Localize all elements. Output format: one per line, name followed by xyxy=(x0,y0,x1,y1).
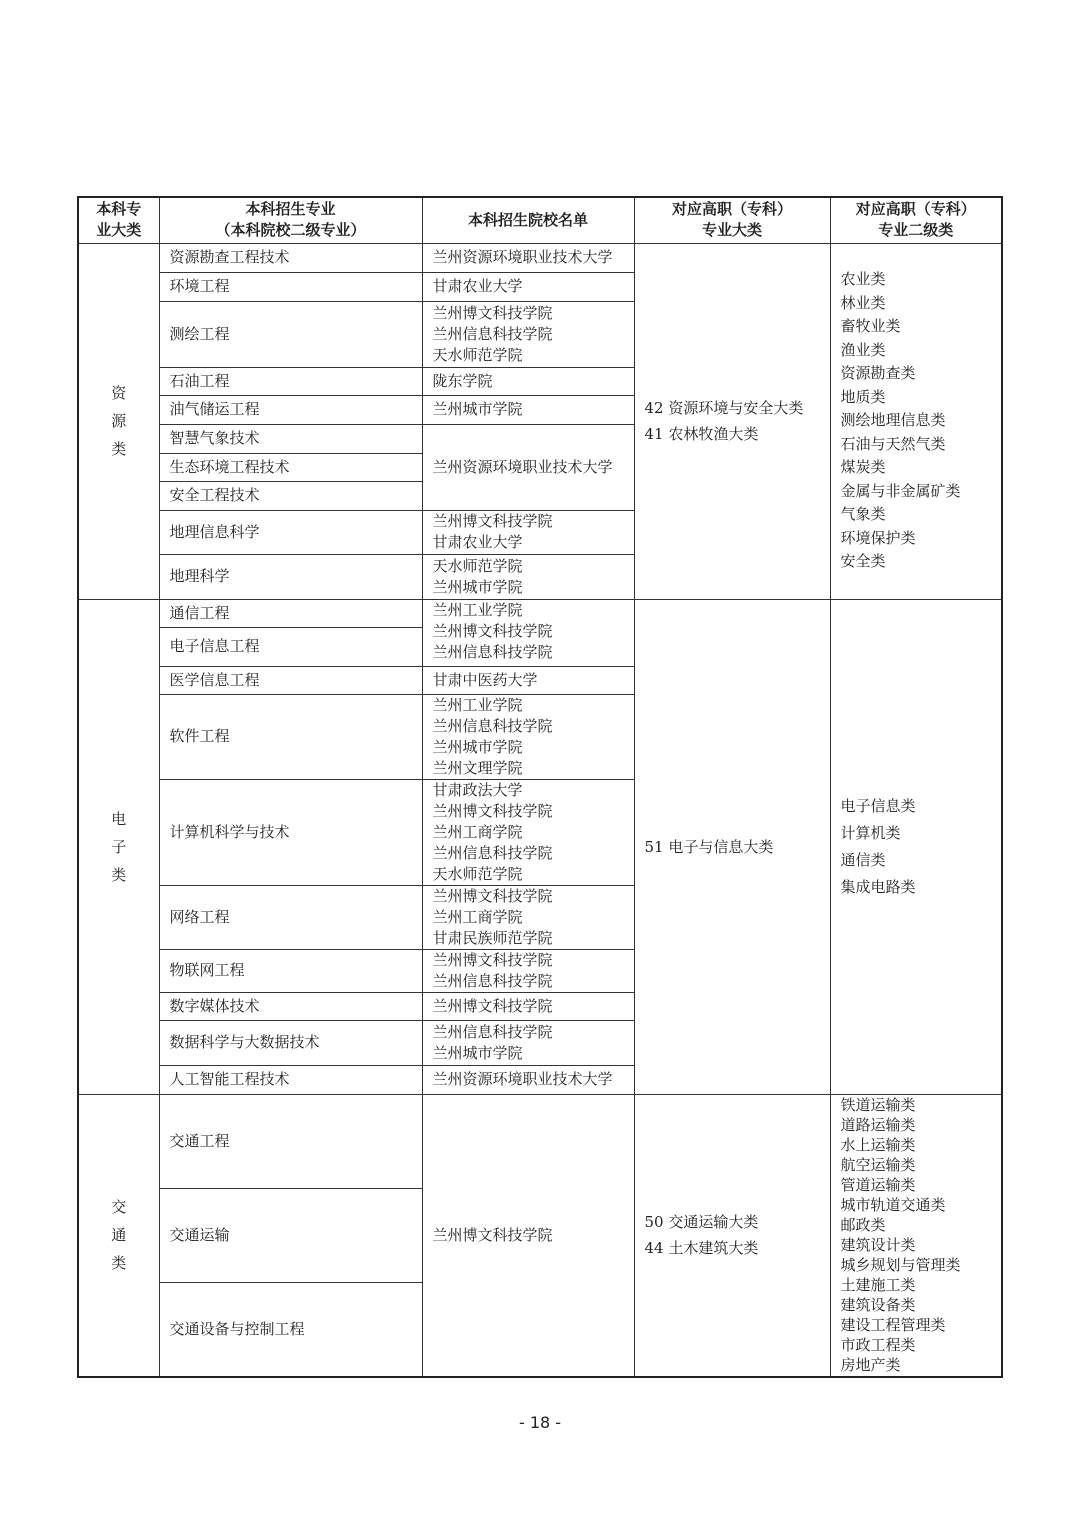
major-cell: 交通运输 xyxy=(159,1188,422,1282)
schools-cell: 兰州博文科技学院 兰州信息科技学院 xyxy=(422,949,634,992)
schools-cell: 甘肃农业大学 xyxy=(422,272,634,301)
major-cell: 测绘工程 xyxy=(159,301,422,367)
table-row xyxy=(78,243,1002,272)
schools-cell: 兰州博文科技学院 兰州信息科技学院 天水师范学院 xyxy=(422,301,634,367)
major-cell: 地理科学 xyxy=(159,554,422,599)
schools-cell: 陇东学院 xyxy=(422,367,634,395)
vocational-level2-cell: 铁道运输类 道路运输类 水上运输类 航空运输类 管道运输类 城市轨道交通类 邮政类 建筑设计类 城乡规划与管理类 土建施工类 建筑设备类 建设工程管理类 市政工程类 房地产类 xyxy=(830,1094,1002,1377)
table-row xyxy=(78,1094,1002,1188)
major-cell: 石油工程 xyxy=(159,367,422,395)
major-cell: 医学信息工程 xyxy=(159,666,422,694)
header-row xyxy=(78,197,1002,243)
category-cell: 交 通 类 xyxy=(78,1094,159,1377)
major-cell: 通信工程 xyxy=(159,599,422,627)
schools-cell: 兰州博文科技学院 兰州工商学院 甘肃民族师范学院 xyxy=(422,885,634,949)
schools-cell: 兰州资源环境职业技术大学 xyxy=(422,1065,634,1094)
major-cell: 地理信息科学 xyxy=(159,510,422,554)
schools-cell: 天水师范学院 兰州城市学院 xyxy=(422,554,634,599)
major-cell: 交通工程 xyxy=(159,1094,422,1188)
category-cell: 电 子 类 xyxy=(78,599,159,1094)
schools-cell: 甘肃政法大学 兰州博文科技学院 兰州工商学院 兰州信息科技学院 天水师范学院 xyxy=(422,779,634,885)
majors-table xyxy=(77,196,1003,1378)
header-vocational-major-class: 对应高职（专科） 专业大类 xyxy=(634,197,830,243)
vocational-major-class-cell: 51 电子与信息大类 xyxy=(634,599,830,1094)
major-cell: 油气储运工程 xyxy=(159,395,422,424)
major-cell: 计算机科学与技术 xyxy=(159,779,422,885)
schools-cell: 兰州工业学院 兰州博文科技学院 兰州信息科技学院 xyxy=(422,599,634,666)
major-cell: 软件工程 xyxy=(159,694,422,779)
vocational-major-class-cell: 42 资源环境与安全大类 41 农林牧渔大类 xyxy=(634,243,830,599)
category-cell: 资 源 类 xyxy=(78,243,159,599)
major-cell: 生态环境工程技术 xyxy=(159,453,422,481)
schools-cell: 兰州资源环境职业技术大学 xyxy=(422,424,634,510)
schools-cell: 兰州工业学院 兰州信息科技学院 兰州城市学院 兰州文理学院 xyxy=(422,694,634,779)
page-number: - 18 - xyxy=(518,1413,562,1432)
major-cell: 网络工程 xyxy=(159,885,422,949)
schools-cell: 兰州资源环境职业技术大学 xyxy=(422,243,634,272)
header-vocational-level2: 对应高职（专科） 专业二级类 xyxy=(830,197,1002,243)
major-cell: 安全工程技术 xyxy=(159,481,422,510)
schools-cell: 兰州信息科技学院 兰州城市学院 xyxy=(422,1020,634,1065)
major-cell: 人工智能工程技术 xyxy=(159,1065,422,1094)
header-major: 本科招生专业 （本科院校二级专业） xyxy=(159,197,422,243)
major-cell: 智慧气象技术 xyxy=(159,424,422,453)
schools-cell: 兰州博文科技学院 甘肃农业大学 xyxy=(422,510,634,554)
vocational-major-class-cell: 50 交通运输大类 44 土木建筑大类 xyxy=(634,1094,830,1377)
vocational-level2-cell: 电子信息类 计算机类 通信类 集成电路类 xyxy=(830,599,1002,1094)
major-cell: 资源勘查工程技术 xyxy=(159,243,422,272)
header-category: 本科专 业大类 xyxy=(78,197,159,243)
header-schools: 本科招生院校名单 xyxy=(422,197,634,243)
table-row xyxy=(78,599,1002,627)
schools-cell: 甘肃中医药大学 xyxy=(422,666,634,694)
major-cell: 电子信息工程 xyxy=(159,627,422,666)
schools-cell: 兰州城市学院 xyxy=(422,395,634,424)
major-cell: 数字媒体技术 xyxy=(159,992,422,1020)
major-cell: 物联网工程 xyxy=(159,949,422,992)
schools-cell: 兰州博文科技学院 xyxy=(422,1094,634,1377)
major-cell: 交通设备与控制工程 xyxy=(159,1282,422,1377)
vocational-level2-cell: 农业类 林业类 畜牧业类 渔业类 资源勘查类 地质类 测绘地理信息类 石油与天然气类 煤炭类 金属与非金属矿类 气象类 环境保护类 安全类 xyxy=(830,243,1002,599)
major-cell: 环境工程 xyxy=(159,272,422,301)
schools-cell: 兰州博文科技学院 xyxy=(422,992,634,1020)
major-cell: 数据科学与大数据技术 xyxy=(159,1020,422,1065)
